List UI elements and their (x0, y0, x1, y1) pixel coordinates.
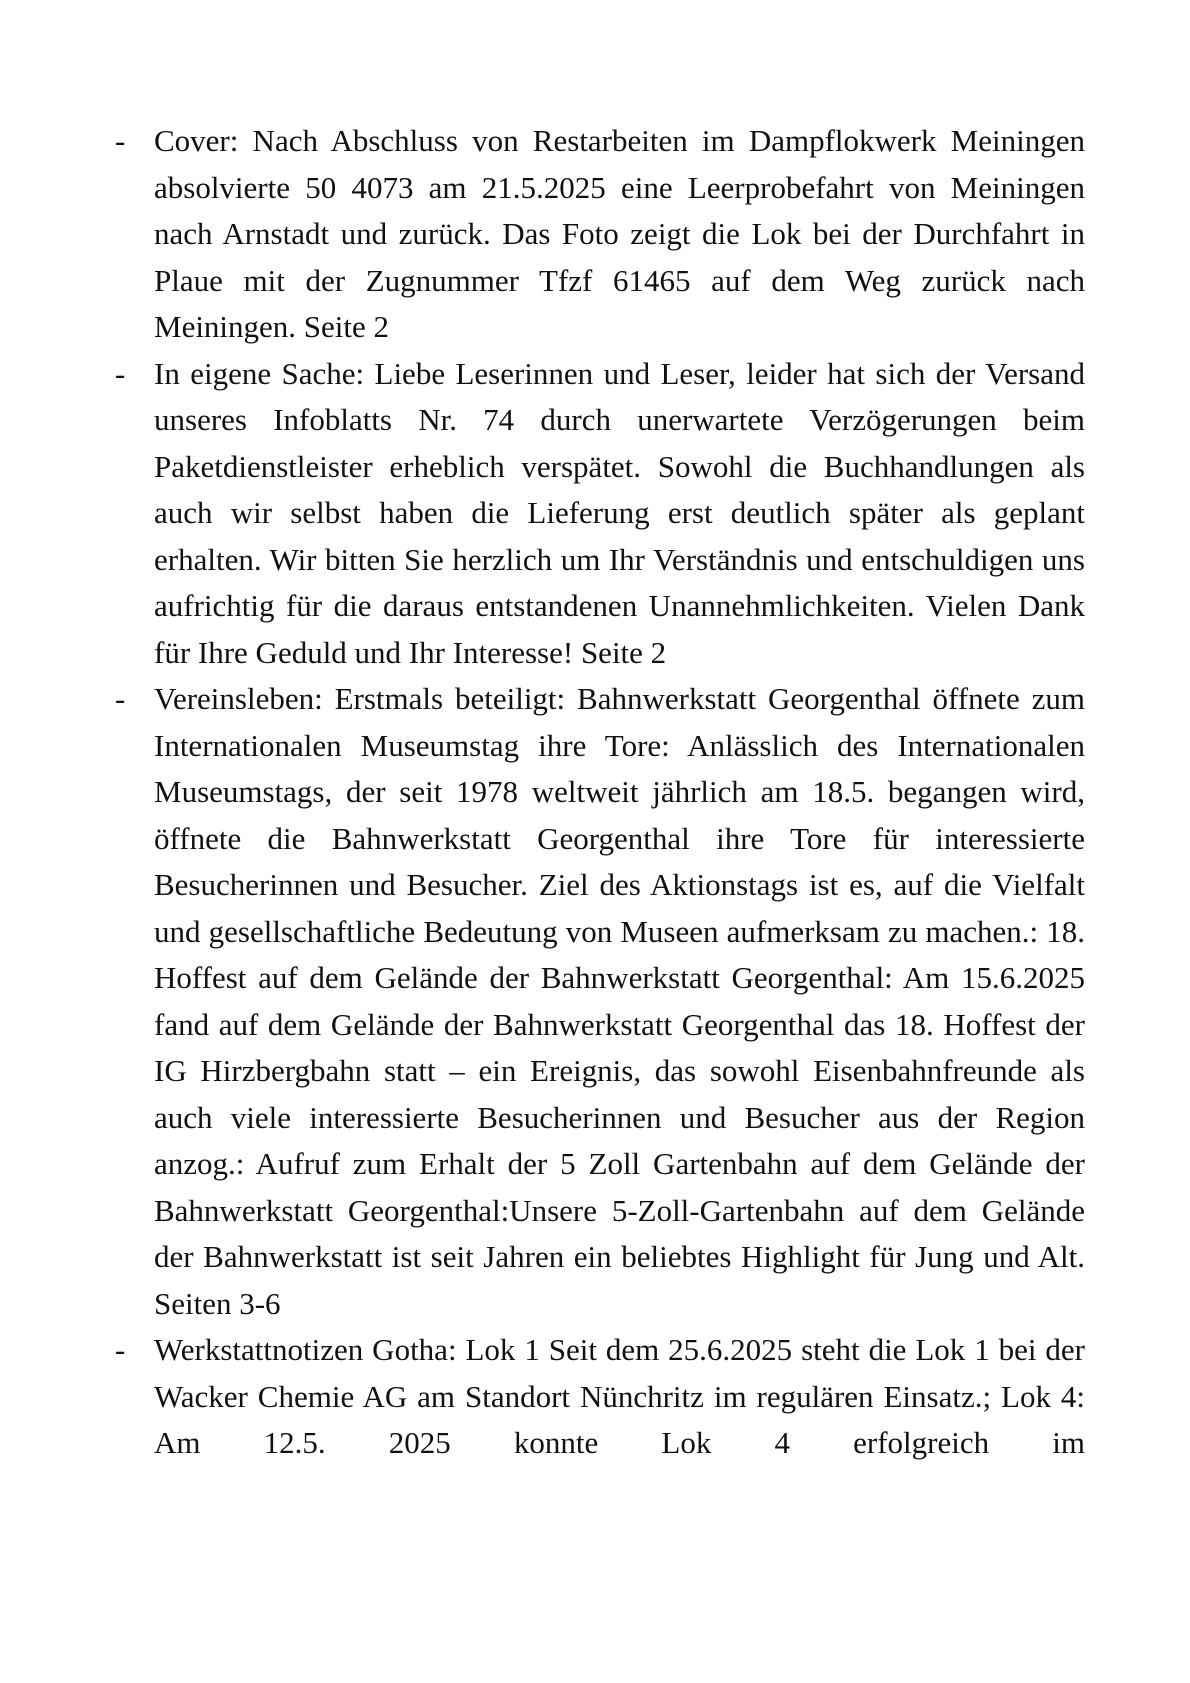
summary-list (115, 118, 1085, 1467)
list-bullet: - (115, 355, 126, 391)
list-item-text: Vereinsleben: Erstmals beteiligt: Bahnwerkstatt Georgenthal öffnete zum Internationalen Museumstag ihre Tore: Anlässlich des Internationalen Museumstags, der seit 1978 weltweit jährlich am 18.5. begangen wird, öffnete die Bahnwerkstatt Georgenthal ihre Tore für interessierte Besucherinnen und Besucher. Ziel des Aktionstags ist es, auf die Vielfalt und gesellschaftliche Bedeutung von Museen aufmerksam zu machen.: 18. Hoffest auf dem Gelände der Bahnwerkstatt Georgenthal: Am 15.6.2025 fand auf dem Gelände der Bahnwerkstatt Georgenthal das 18. Hoffest der IG Hirzbergbahn statt – ein Ereignis, das sowohl Eisenbahnfreunde als auch viele interessierte Besucherinnen und Besucher aus der Region anzog.: Aufruf zum Erhalt der 5 Zoll Gartenbahn auf dem Gelände der Bahnwerkstatt Georgenthal:Unsere 5-Zoll-Gartenbahn auf dem Gelände der Bahnwerkstatt ist seit Jahren ein beliebtes Highlight für Jung und Alt. Seiten 3-6 (154, 681, 1085, 1321)
list-item-werkstattnotizen (115, 1327, 1085, 1467)
list-bullet: - (115, 123, 126, 158)
list-item-cover (115, 118, 1085, 351)
list-item-in-eigene-sache (115, 351, 1085, 677)
list-item-text: In eigene Sache: Liebe Leserinnen und Leser, leider hat sich der Versand unseres Infoblatts Nr. 74 durch unerwartete Verzögerungen beim Paketdienstleister erheblich verspätet. Sowohl die Buchhandlungen als auch wir selbst haben die Lieferung erst deutlich später als geplant erhalten. Wir bitten Sie herzlich um Ihr Verständnis und entschuldigen uns aufrichtig für die daraus entstandenen Unannehmlichkeiten. Vielen Dank für Ihre Geduld und Ihr Interesse! Seite 2 (154, 355, 1085, 670)
list-bullet: - (115, 1332, 126, 1367)
list-item-vereinsleben (115, 676, 1085, 1327)
list-bullet: - (115, 681, 126, 716)
list-item-text: Cover: Nach Abschluss von Restarbeiten im Dampflokwerk Meiningen absolvierte 50 4073 am 21.5.2025 eine Leerprobefahrt von Meiningen nach Arnstadt und zurück. Das Foto zeigt die Lok bei der Durchfahrt in Plaue mit der Zugnummer Tfzf 61465 auf dem Weg zurück nach Meiningen. Seite 2 (154, 123, 1085, 344)
list-item-text: Werkstattnotizen Gotha: Lok 1 Seit dem 25.6.2025 steht die Lok 1 bei der Wacker Chemie AG am Standort Nünchritz im regulären Einsatz.; Lok 4: Am 12.5. 2025 konnte Lok 4 erfolgreich im (154, 1332, 1085, 1460)
